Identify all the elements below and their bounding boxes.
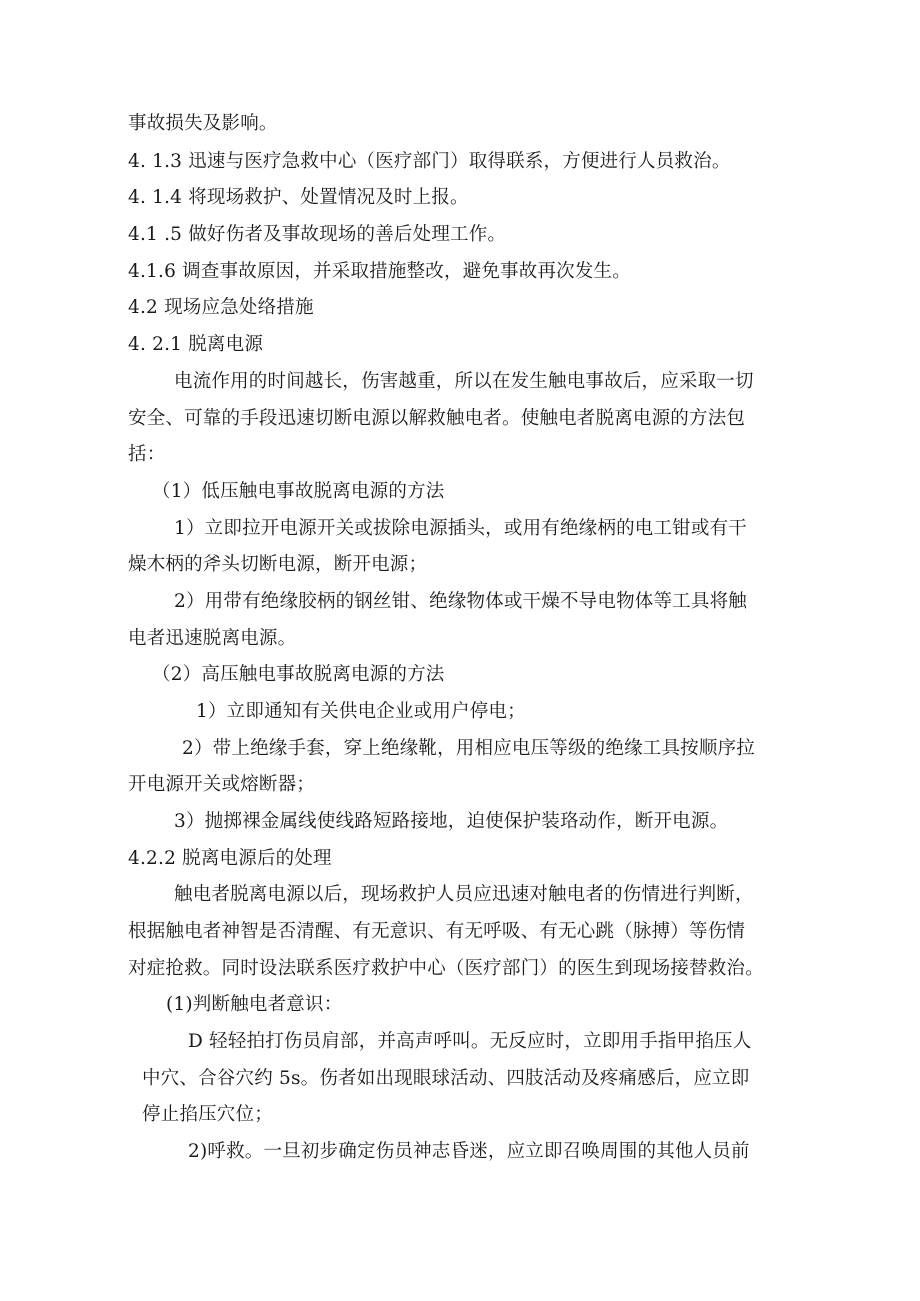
list-item-continuation: 停止掐压穴位； (142, 1104, 273, 1125)
list-item-continuation: 电者迅速脱离电源。 (128, 628, 297, 649)
list-item: 2)呼救。一旦初步确定伤员神志昏迷，应立即召唤周围的其他人员前 (188, 1141, 750, 1162)
list-item: D 轻轻拍打伤员肩部，并高声呼叫。无反应时，立即用手指甲掐压人 (188, 1031, 752, 1052)
list-item: 2）带上绝缘手套，穿上绝缘靴，用相应电压等级的绝缘工具按顺序拉 (182, 738, 755, 759)
list-item: 1）立即通知有关供电企业或用户停电； (196, 701, 526, 722)
text-line: 事故损失及影响。 (128, 113, 278, 134)
list-item-continuation: 中穴、合谷穴约 5s。伤者如出现眼球活动、四肢活动及疼痛感后，应立即 (142, 1068, 750, 1089)
text-line: 4. 1.4 将现场救护、处置情况及时上报。 (128, 187, 469, 208)
paragraph-line: 触电者脱离电源以后，现场救护人员应迅速对触电者的伤情进行判断， (174, 884, 754, 905)
list-item-continuation: 开电源开关或熔断器； (128, 774, 316, 795)
list-item-continuation: 燥木柄的斧头切断电源，断开电源； (128, 554, 428, 575)
subsection-heading: 4. 2.1 脱离电源 (128, 334, 264, 355)
list-item: 2）用带有绝缘胶柄的钢丝钳、绝缘物体或干燥不导电物体等工具将触 (174, 591, 747, 612)
paragraph-line: 电流作用的时间越长，伤害越重，所以在发生触电事故后，应采取一切 (174, 371, 754, 392)
text-line: 4.1 .5 做好伤者及事故现场的善后处理工作。 (128, 224, 507, 245)
list-item: 1）立即拉开电源开关或拔除电源插头，或用有绝缘柄的电工钳或有干 (174, 518, 747, 539)
text-line: 4. 1.3 迅速与医疗急救中心（医疗部门）取得联系，方便进行人员救治。 (128, 151, 731, 172)
subsection-heading: 4.2.2 脱离电源后的处理 (128, 848, 332, 869)
paragraph-line: 括： (128, 444, 166, 465)
list-heading: （2）高压触电事故脱离电源的方法 (152, 664, 445, 685)
paragraph-line: 对症抢救。同时设法联系医疗救护中心（医疗部门）的医生到现场接替救治。 (128, 958, 764, 979)
paragraph-line: 安全、可靠的手段迅速切断电源以解救触电者。使触电者脱离电源的方法包 (128, 408, 746, 429)
section-heading: 4.2 现场应急处络措施 (128, 297, 314, 318)
text-line: 4.1.6 调查事故原因，并采取措施整改，避免事故再次发生。 (128, 261, 631, 282)
paragraph-line: 根据触电者神智是否清醒、有无意识、有无呼吸、有无心跳（脉搏）等伤情 (128, 921, 746, 942)
list-item: 3）抛掷裸金属线使线路短路接地，迫使保护装珞动作，断开电源。 (174, 811, 729, 832)
list-heading: （1）低压触电事故脱离电源的方法 (152, 481, 445, 502)
list-heading: (1)判断触电者意识： (166, 994, 343, 1015)
